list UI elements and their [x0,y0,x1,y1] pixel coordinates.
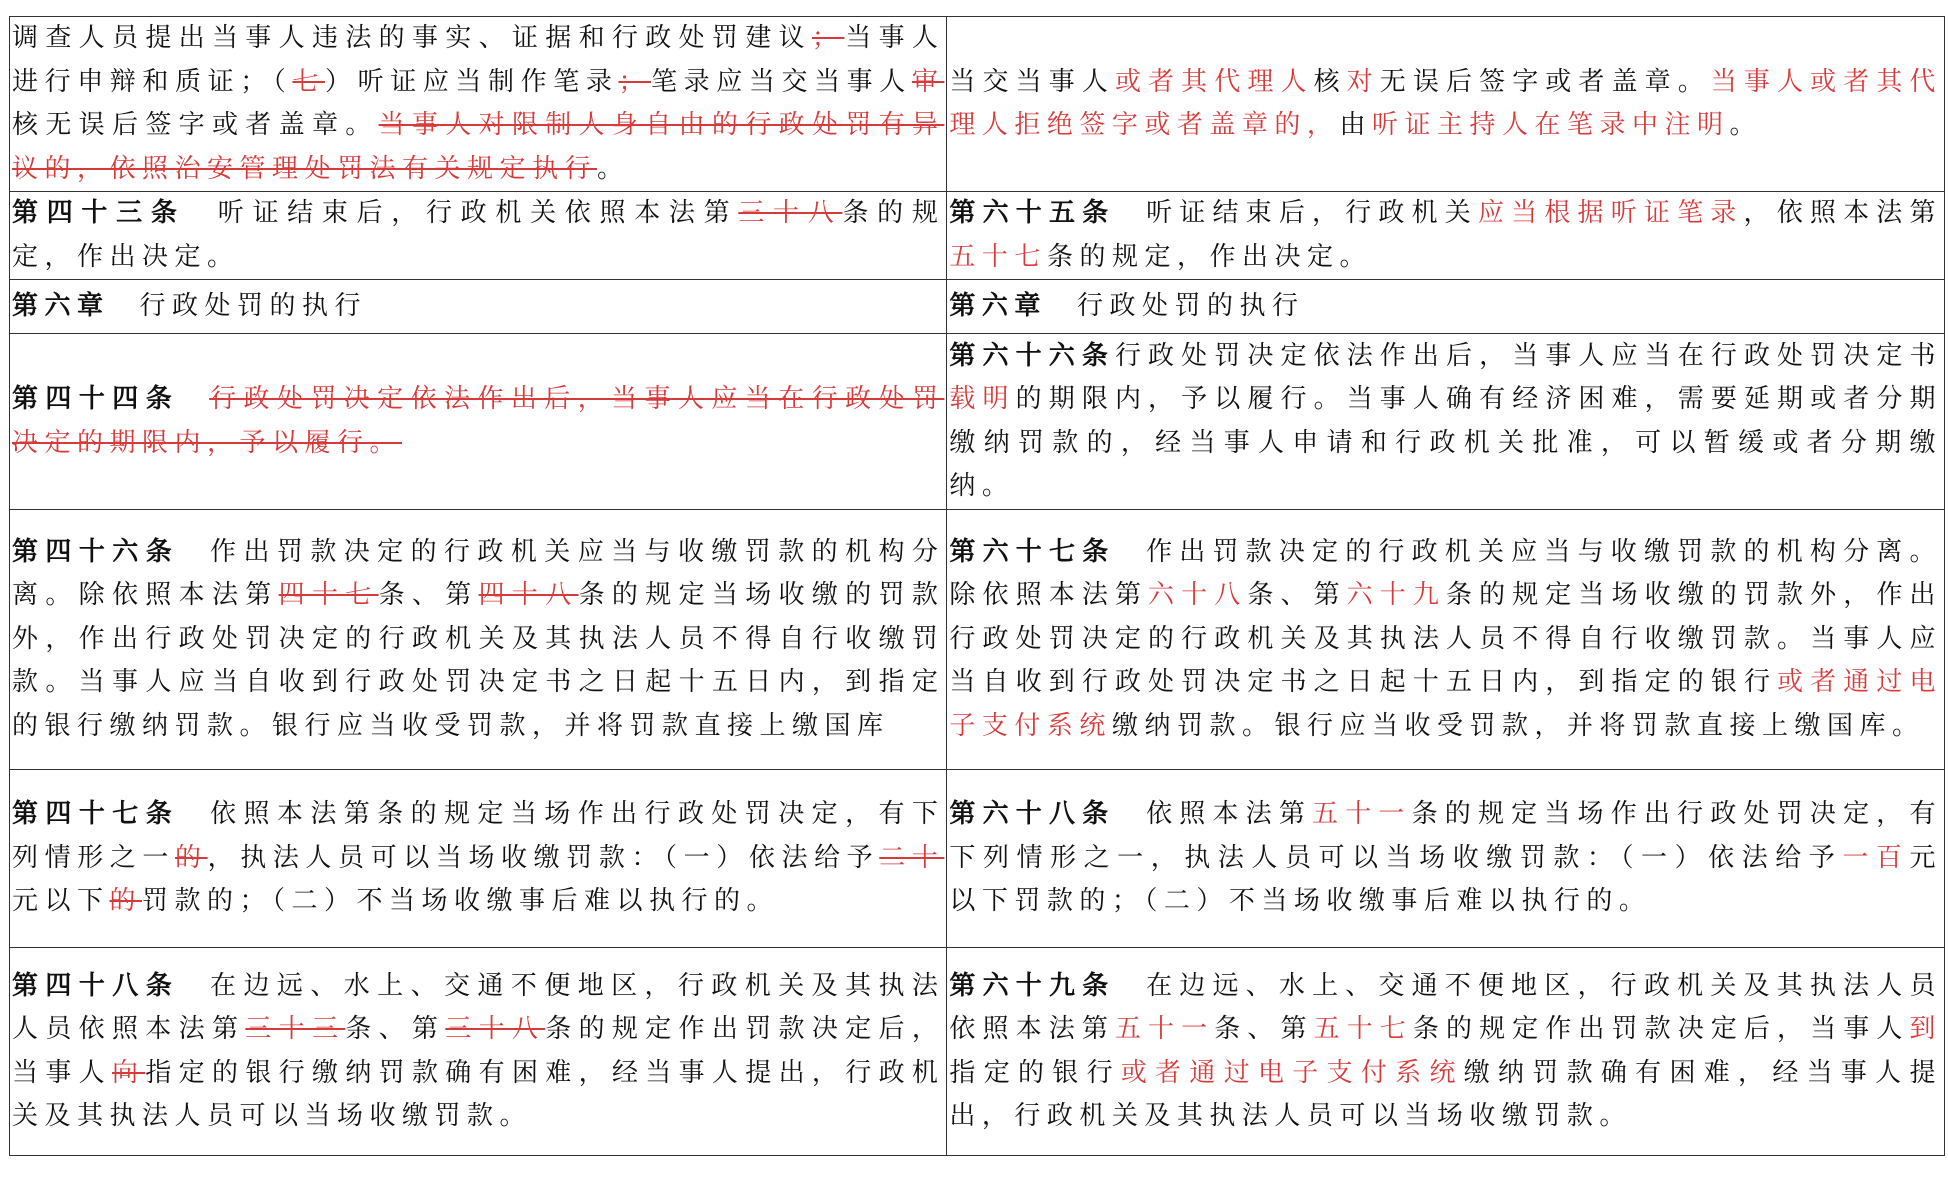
deleted-text: ； [811,23,845,53]
clause-text: 听证结束后，行政机关依照本法第 [215,198,739,228]
table-row [10,948,1945,1156]
article-number: 第四十四条 [12,384,180,414]
deleted-text: 二十 [879,842,945,873]
clause-text: 条的规定当场收缴的罚款外，作出行政处罚决定的行政机关及其执法人员不得自行收缴罚款。当事人应当自收到行政处罚决定书之日起十五日内，到指定的银行缴纳罚款。银行应当收受罚款，并将罚款直接上缴国库 [12,580,945,741]
deleted-text: 的 [109,886,143,917]
law-comparison-table [9,16,1945,1156]
article-number: 第六十五条 [949,198,1116,228]
deleted-text: ； [618,66,651,97]
article-number: 第六章 [12,290,110,321]
clause-text: 作出罚款决定的行政机关应当与收缴罚款的机构分离。除依照本法第 [12,536,945,611]
article-number: 第四十三条 [12,198,186,228]
clause-text: 在边远、水上、交通不便地区，行政机关及其执法人员依照本法第 [949,970,1942,1044]
clause-text: 依照本法第条的规定当场作出行政处罚决定，有下列情形之一 [12,799,945,873]
clause-text: 条的规定当场作出行政处罚决定，有下列情形之一，执法人员可以当场收缴罚款：（一）依法给予 [949,799,1942,873]
inserted-text: 五十七 [949,241,1047,272]
clause-text: 当事人进行申辩和质证；（ [12,23,945,97]
deleted-text: 四十七 [278,580,379,611]
inserted-text: 听证主持人在笔录中注明 [1371,110,1730,140]
clause-text: 行政处罚的执行 [139,290,368,321]
clause-text: 行政处罚的执行 [1076,290,1305,321]
clause-text: 缴纳罚款。银行应当收受罚款，并将罚款直接上缴国库。 [1111,710,1925,741]
article-number: 第四十六条 [12,536,180,567]
old-text-cell [10,510,947,770]
table-row [10,334,1945,510]
new-text-cell [947,334,1945,510]
old-text-cell [10,192,947,280]
clause-text: 条、第 [1214,1014,1314,1044]
article-number: 第六十六条 [949,340,1115,371]
clause-text: 条、第 [345,1014,446,1044]
clause-text: 条的规定作出罚款决定后，当事人 [1412,1014,1910,1044]
article-number: 第六十七条 [949,536,1116,567]
inserted-text: 五十七 [1313,1014,1413,1044]
old-text-cell [10,770,947,948]
clause-text: 。 [1729,110,1762,140]
clause-text: 元以下罚款的；（二）不当场收缴事后难以执行的。 [949,842,1942,917]
deleted-text: 审 [911,66,945,97]
clause-text: 条、第 [378,580,479,611]
clause-text: 作出罚款决定的行政机关应当与收缴罚款的机构分离。除依照本法第 [949,536,1942,611]
inserted-text: 对 [1346,66,1380,97]
inserted-text: 或者通过电子支付系统 [949,667,1942,741]
table-row [10,17,1945,192]
clause-text: 条的规定，作出决定。 [1046,241,1372,272]
deleted-text: 三十三 [245,1014,346,1044]
inserted-text: 到 [1909,1014,1942,1044]
old-text-cell [10,948,947,1156]
deleted-text: 三十八 [445,1014,546,1044]
clause-text: 条的规定作出罚款决定后，当事人 [12,1014,945,1088]
clause-text: ）听证应当制作笔录 [325,66,619,97]
clause-text: 笔录应当交当事人 [650,66,912,97]
clause-text: 无误后签字或者盖章。 [1379,66,1711,97]
old-text-cell [10,334,947,510]
old-text-cell [10,17,947,192]
inserted-text: 六十九 [1346,580,1446,611]
clause-text: 指定的银行缴纳罚款确有困难，经当事人提出，行政机关及其执法人员可以当场收缴罚款。 [12,1057,945,1131]
clause-text: 指定的银行 [949,1057,1121,1088]
new-text-cell [947,280,1945,334]
inserted-text: 五十一 [1312,799,1412,830]
deleted-text: 向 [112,1057,146,1088]
clause-text: 行政处罚决定依法作出后，当事人应当在行政处罚决定书 [1114,340,1942,371]
clause-text: 缴纳罚款确有困难，经当事人提出，行政机关及其执法人员可以当场收缴罚款。 [949,1057,1942,1131]
inserted-text: 六十八 [1148,580,1248,611]
clause-text: 条的规定，作出决定。 [12,198,945,272]
deleted-text: 四十八 [478,580,579,611]
inserted-text: 五十一 [1114,1014,1215,1044]
clause-text: 在边远、水上、交通不便地区，行政机关及其执法人员依照本法第 [12,970,945,1044]
clause-text: 核 [1313,66,1347,97]
inserted-text: 一百 [1842,842,1910,873]
clause-text: 核无误后签字或者盖章。 [12,110,379,140]
new-text-cell [947,17,1945,192]
table-row [10,192,1945,280]
article-number: 第四十八条 [12,970,180,1001]
inserted-text: 当事人或者其代理人拒绝签字或者盖章的， [949,66,1942,140]
clause-text: 。 [597,153,630,184]
clause-text: 元以下 [12,886,110,917]
new-text-cell [947,510,1945,770]
table-row [10,770,1945,948]
clause-text: 当交当事人 [949,66,1115,97]
clause-text: ，依照本法第 [1743,198,1942,228]
clause-text: 由 [1339,110,1372,140]
clause-text: 条的规定当场收缴的罚款外，作出行政处罚决定的行政机关及其执法人员不得自行收缴罚款。当事人应当自收到行政处罚决定书之日起十五日内，到指定的银行 [949,580,1942,698]
table-body [10,17,1945,1156]
deleted-text: 当事人对限制人身自由的行政处罚有异议的，依照治安管理处罚法有关规定执行 [12,110,945,184]
deleted-text: 三十八 [738,198,843,228]
article-number: 第六十八条 [949,799,1116,830]
table-row [10,280,1945,334]
inserted-text: 载明 [949,384,1016,414]
clause-text: 调查人员提出当事人违法的事实、证据和行政处罚建议 [12,23,812,53]
article-number: 第六十九条 [949,970,1116,1001]
clause-text: 条、第 [1247,580,1347,611]
article-number: 第六章 [949,290,1047,321]
deleted-text: 七 [292,66,326,97]
new-text-cell [947,948,1945,1156]
old-text-cell [10,280,947,334]
article-number: 第四十七条 [12,799,180,830]
clause-text: 罚款的；（二）不当场收缴事后难以执行的。 [142,886,780,917]
clause-text: 听证结束后，行政机关 [1145,198,1478,228]
new-text-cell [947,770,1945,948]
clause-text: ，执法人员可以当场收缴罚款：（一）依法给予 [207,842,880,873]
inserted-text: 或者其代理人 [1114,66,1314,97]
inserted-text: 或者通过电子支付系统 [1120,1057,1464,1088]
table-row [10,510,1945,770]
deleted-text: 行政处罚决定依法作出后，当事人应当在行政处罚决定的期限内，予以履行。 [12,384,945,458]
clause-text: 依照本法第 [1145,799,1313,830]
inserted-text: 应当根据听证笔录 [1477,198,1744,228]
deleted-text: 的 [175,842,208,873]
clause-text: 的期限内，予以履行。当事人确有经济困难，需要延期或者分期缴纳罚款的，经当事人申请和行政机关批准，可以暂缓或者分期缴纳。 [949,384,1942,501]
new-text-cell [947,192,1945,280]
